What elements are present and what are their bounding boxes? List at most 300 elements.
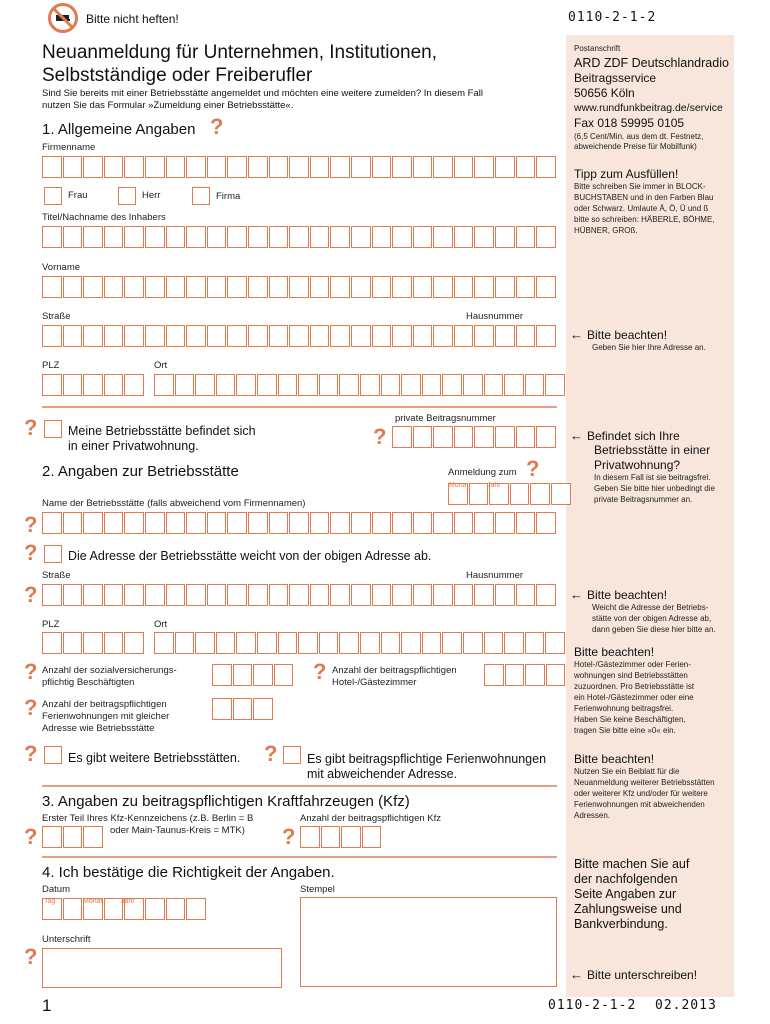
char-box[interactable] [63, 584, 83, 606]
char-box[interactable] [474, 584, 494, 606]
char-box[interactable] [360, 374, 380, 396]
char-box[interactable] [505, 664, 525, 686]
char-box[interactable] [186, 325, 206, 347]
org-city: 50656 Köln [574, 86, 635, 100]
char-box[interactable] [195, 374, 215, 396]
char-box[interactable] [330, 226, 350, 248]
char-box[interactable] [207, 512, 227, 534]
strasse-input[interactable] [42, 325, 557, 347]
char-box[interactable] [166, 512, 186, 534]
char-box[interactable] [536, 325, 556, 347]
char-box[interactable] [330, 512, 350, 534]
char-box[interactable] [42, 156, 62, 178]
char-box[interactable] [495, 156, 515, 178]
hotel-input[interactable] [484, 664, 566, 686]
char-box[interactable] [463, 632, 483, 654]
char-box[interactable] [536, 276, 556, 298]
char-box[interactable] [83, 826, 103, 848]
char-box[interactable] [83, 226, 103, 248]
char-box[interactable] [330, 276, 350, 298]
char-box[interactable] [278, 374, 298, 396]
char-box[interactable] [433, 325, 453, 347]
char-box[interactable] [269, 325, 289, 347]
char-box[interactable] [319, 374, 339, 396]
privatwohnung-checkbox[interactable] [44, 420, 62, 438]
char-box[interactable] [392, 226, 412, 248]
tipp-text-5: HÜBNER, GROß. [574, 226, 638, 235]
char-box[interactable] [330, 584, 350, 606]
char-box[interactable] [42, 632, 62, 654]
char-box[interactable] [104, 325, 124, 347]
char-box[interactable] [372, 226, 392, 248]
char-box[interactable] [536, 426, 556, 448]
char-box[interactable] [233, 698, 253, 720]
herr-checkbox[interactable] [118, 187, 136, 205]
char-box[interactable] [536, 226, 556, 248]
char-box[interactable] [516, 156, 536, 178]
ferien-abweichend-label-2: mit abweichender Adresse. [307, 767, 458, 781]
char-box[interactable] [454, 584, 474, 606]
char-box[interactable] [504, 632, 524, 654]
hotel-label-1: Anzahl der beitragspflichtigen [332, 665, 457, 676]
form-title-line1: Neuanmeldung für Unternehmen, Institutionen, [42, 42, 438, 63]
char-box[interactable] [474, 426, 494, 448]
char-box[interactable] [413, 426, 433, 448]
char-box[interactable] [42, 584, 62, 606]
char-box[interactable] [186, 226, 206, 248]
char-box[interactable] [83, 374, 103, 396]
char-box[interactable] [392, 325, 412, 347]
next-page-note-1: Bitte machen Sie auf [574, 857, 690, 871]
char-box[interactable] [42, 325, 62, 347]
char-box[interactable] [351, 584, 371, 606]
char-box[interactable] [536, 512, 556, 534]
char-box[interactable] [545, 632, 565, 654]
char-box[interactable] [516, 426, 536, 448]
char-box[interactable] [104, 632, 124, 654]
char-box[interactable] [166, 276, 186, 298]
char-box[interactable] [516, 276, 536, 298]
char-box[interactable] [166, 325, 186, 347]
help-icon[interactable]: ? [24, 741, 38, 766]
char-box[interactable] [442, 374, 462, 396]
private-beitragsnummer-input[interactable] [392, 426, 557, 448]
char-box[interactable] [145, 325, 165, 347]
help-icon[interactable]: ? [24, 512, 38, 537]
char-box[interactable] [484, 664, 504, 686]
char-box[interactable] [495, 512, 515, 534]
char-box[interactable] [310, 584, 330, 606]
firmenname-input[interactable] [42, 156, 557, 178]
char-box[interactable] [253, 664, 273, 686]
vorname-input[interactable] [42, 276, 557, 298]
char-box[interactable] [63, 826, 83, 848]
char-box[interactable] [248, 325, 268, 347]
char-box[interactable] [186, 898, 206, 920]
note-address-heading: ← Bitte beachten! [570, 327, 668, 342]
note-hotel-7: tragen Sie bitte eine »0« ein. [574, 726, 676, 735]
char-box[interactable] [278, 632, 298, 654]
char-box[interactable] [248, 226, 268, 248]
help-icon[interactable]: ? [24, 582, 38, 607]
betriebsstaette-name-input[interactable] [42, 512, 557, 534]
char-box[interactable] [433, 156, 453, 178]
char-box[interactable] [42, 512, 62, 534]
char-box[interactable] [310, 226, 330, 248]
char-box[interactable] [341, 826, 361, 848]
char-box[interactable] [454, 426, 474, 448]
char-box[interactable] [536, 156, 556, 178]
char-box[interactable] [207, 584, 227, 606]
char-box[interactable] [330, 325, 350, 347]
char-box[interactable] [236, 632, 256, 654]
char-box[interactable] [372, 276, 392, 298]
char-box[interactable] [269, 226, 289, 248]
ort2-input[interactable] [154, 632, 566, 654]
char-box[interactable] [433, 584, 453, 606]
char-box[interactable] [530, 483, 550, 505]
char-box[interactable] [63, 156, 83, 178]
char-box[interactable] [104, 276, 124, 298]
char-box[interactable] [83, 512, 103, 534]
char-box[interactable] [516, 512, 536, 534]
char-box[interactable] [300, 826, 320, 848]
help-icon[interactable]: ? [24, 944, 38, 969]
char-box[interactable] [474, 512, 494, 534]
char-box[interactable] [454, 325, 474, 347]
help-icon[interactable]: ? [24, 695, 38, 720]
char-box[interactable] [310, 325, 330, 347]
char-box[interactable] [545, 374, 565, 396]
char-box[interactable] [546, 664, 566, 686]
char-box[interactable] [310, 156, 330, 178]
plz-label: PLZ [42, 360, 60, 371]
firma-checkbox[interactable] [192, 187, 210, 205]
char-box[interactable] [401, 374, 421, 396]
char-box[interactable] [495, 276, 515, 298]
char-box[interactable] [175, 632, 195, 654]
char-box[interactable] [257, 374, 277, 396]
char-box[interactable] [525, 664, 545, 686]
help-icon[interactable]: ? [210, 114, 224, 139]
char-box[interactable] [381, 632, 401, 654]
char-box[interactable] [454, 156, 474, 178]
kfz-kennzeichen-input[interactable] [42, 826, 104, 848]
char-box[interactable] [454, 226, 474, 248]
char-box[interactable] [83, 584, 103, 606]
char-box[interactable] [233, 664, 253, 686]
arrow-left-icon: ← [570, 587, 583, 602]
char-box[interactable] [257, 632, 277, 654]
char-box[interactable] [124, 325, 144, 347]
char-box[interactable] [227, 226, 247, 248]
char-box[interactable] [124, 156, 144, 178]
char-box[interactable] [269, 584, 289, 606]
char-box[interactable] [166, 898, 186, 920]
kfz-anzahl-label: Anzahl der beitragspflichtigen Kfz [300, 813, 441, 824]
char-box[interactable] [83, 156, 103, 178]
char-box[interactable] [104, 374, 124, 396]
char-box[interactable] [124, 512, 144, 534]
char-box[interactable] [166, 226, 186, 248]
char-box[interactable] [351, 512, 371, 534]
char-box[interactable] [104, 584, 124, 606]
frau-checkbox[interactable] [44, 187, 62, 205]
monat-sublabel: Monat [449, 482, 469, 489]
char-box[interactable] [516, 325, 536, 347]
char-box[interactable] [495, 426, 515, 448]
char-box[interactable] [207, 276, 227, 298]
section4-title: 4. Ich bestätige die Richtigkeit der Angaben. [42, 864, 335, 881]
char-box[interactable] [104, 226, 124, 248]
char-box[interactable] [413, 584, 433, 606]
char-box[interactable] [212, 664, 232, 686]
char-box[interactable] [274, 664, 294, 686]
char-box[interactable] [525, 632, 545, 654]
char-box[interactable] [63, 374, 83, 396]
char-box[interactable] [248, 156, 268, 178]
char-box[interactable] [216, 374, 236, 396]
divider [42, 406, 557, 408]
char-box[interactable] [289, 584, 309, 606]
char-box[interactable] [381, 374, 401, 396]
char-box[interactable] [253, 698, 273, 720]
char-box[interactable] [339, 374, 359, 396]
char-box[interactable] [495, 226, 515, 248]
char-box[interactable] [104, 156, 124, 178]
char-box[interactable] [516, 584, 536, 606]
help-icon[interactable]: ? [24, 540, 38, 565]
char-box[interactable] [372, 156, 392, 178]
char-box[interactable] [124, 276, 144, 298]
char-box[interactable] [289, 226, 309, 248]
char-box[interactable] [269, 276, 289, 298]
char-box[interactable] [227, 512, 247, 534]
char-box[interactable] [339, 632, 359, 654]
char-box[interactable] [124, 226, 144, 248]
char-box[interactable] [484, 632, 504, 654]
char-box[interactable] [63, 898, 83, 920]
char-box[interactable] [360, 632, 380, 654]
char-box[interactable] [372, 584, 392, 606]
ort-label: Ort [154, 360, 168, 371]
char-box[interactable] [83, 276, 103, 298]
char-box[interactable] [321, 826, 341, 848]
char-box[interactable] [248, 512, 268, 534]
char-box[interactable] [124, 374, 144, 396]
char-box[interactable] [227, 325, 247, 347]
char-box[interactable] [236, 374, 256, 396]
char-box[interactable] [83, 632, 103, 654]
note-attachment-3: oder weiterer Kfz und/oder für weitere [574, 789, 708, 798]
char-box[interactable] [145, 156, 165, 178]
char-box[interactable] [298, 632, 318, 654]
char-box[interactable] [422, 632, 442, 654]
char-box[interactable] [351, 156, 371, 178]
char-box[interactable] [186, 156, 206, 178]
char-box[interactable] [248, 276, 268, 298]
weitere-betriebsstaetten-checkbox[interactable] [44, 746, 62, 764]
char-box[interactable] [392, 584, 412, 606]
titel-nachname-input[interactable] [42, 226, 557, 248]
char-box[interactable] [154, 374, 174, 396]
char-box[interactable] [186, 584, 206, 606]
char-box[interactable] [207, 156, 227, 178]
char-box[interactable] [298, 374, 318, 396]
adresse-abweichend-checkbox[interactable] [44, 545, 62, 563]
char-box[interactable] [372, 325, 392, 347]
char-box[interactable] [413, 512, 433, 534]
char-box[interactable] [392, 426, 412, 448]
char-box[interactable] [351, 325, 371, 347]
intro-text-2: nutzen Sie das Formular »Zumeldung einer Betriebsstätte«. [42, 100, 294, 111]
char-box[interactable] [463, 374, 483, 396]
char-box[interactable] [510, 483, 530, 505]
help-icon[interactable]: ? [264, 741, 278, 766]
char-box[interactable] [175, 374, 195, 396]
char-box[interactable] [289, 512, 309, 534]
char-box[interactable] [319, 632, 339, 654]
char-box[interactable] [63, 512, 83, 534]
char-box[interactable] [216, 632, 236, 654]
char-box[interactable] [269, 512, 289, 534]
char-box[interactable] [145, 584, 165, 606]
char-box[interactable] [124, 632, 144, 654]
note-hotel-5: Ferienwohnung beitragsfrei. [574, 704, 674, 713]
char-box[interactable] [474, 276, 494, 298]
char-box[interactable] [289, 276, 309, 298]
char-box[interactable] [154, 632, 174, 654]
char-box[interactable] [248, 584, 268, 606]
plz-input[interactable] [42, 374, 145, 396]
char-box[interactable] [495, 325, 515, 347]
char-box[interactable] [551, 483, 571, 505]
char-box[interactable] [504, 374, 524, 396]
char-box[interactable] [401, 632, 421, 654]
strasse2-input[interactable] [42, 584, 557, 606]
stempel-field[interactable] [300, 897, 557, 987]
char-box[interactable] [392, 156, 412, 178]
char-box[interactable] [104, 512, 124, 534]
help-icon[interactable]: ? [24, 415, 38, 440]
char-box[interactable] [227, 276, 247, 298]
char-box[interactable] [42, 374, 62, 396]
char-box[interactable] [474, 226, 494, 248]
char-box[interactable] [310, 276, 330, 298]
char-box[interactable] [42, 826, 62, 848]
char-box[interactable] [42, 276, 62, 298]
char-box[interactable] [207, 325, 227, 347]
char-box[interactable] [433, 276, 453, 298]
help-icon[interactable]: ? [373, 424, 387, 449]
char-box[interactable] [227, 584, 247, 606]
char-box[interactable] [474, 156, 494, 178]
char-box[interactable] [166, 156, 186, 178]
char-box[interactable] [145, 898, 165, 920]
char-box[interactable] [63, 226, 83, 248]
service-website: www.rundfunkbeitrag.de/service [574, 102, 723, 114]
char-box[interactable] [413, 276, 433, 298]
arrow-left-icon: ← [570, 967, 583, 982]
note-hotel-1: Hotel-/Gästezimmer oder Ferien- [574, 660, 691, 669]
char-box[interactable] [433, 426, 453, 448]
char-box[interactable] [536, 584, 556, 606]
char-box[interactable] [433, 226, 453, 248]
char-box[interactable] [372, 512, 392, 534]
char-box[interactable] [212, 698, 232, 720]
char-box[interactable] [351, 226, 371, 248]
char-box[interactable] [495, 584, 515, 606]
char-box[interactable] [124, 584, 144, 606]
char-box[interactable] [413, 325, 433, 347]
char-box[interactable] [42, 226, 62, 248]
help-icon[interactable]: ? [24, 659, 38, 684]
char-box[interactable] [289, 325, 309, 347]
char-box[interactable] [433, 512, 453, 534]
char-box[interactable] [454, 512, 474, 534]
char-box[interactable] [330, 156, 350, 178]
sign-note: ← Bitte unterschreiben! [570, 967, 698, 982]
char-box[interactable] [362, 826, 382, 848]
char-box[interactable] [83, 325, 103, 347]
char-box[interactable] [166, 584, 186, 606]
help-icon[interactable]: ? [526, 456, 540, 481]
char-box[interactable] [145, 276, 165, 298]
char-box[interactable] [186, 276, 206, 298]
char-box[interactable] [454, 276, 474, 298]
char-box[interactable] [207, 226, 227, 248]
kfz-anzahl-input[interactable] [300, 826, 382, 848]
char-box[interactable] [63, 276, 83, 298]
char-box[interactable] [413, 156, 433, 178]
char-box[interactable] [227, 156, 247, 178]
char-box[interactable] [63, 632, 83, 654]
char-box[interactable] [289, 156, 309, 178]
sozial-input[interactable] [212, 664, 294, 686]
herr-label: Herr [142, 190, 161, 201]
char-box[interactable] [186, 512, 206, 534]
unterschrift-field[interactable] [42, 948, 282, 988]
ferien-input[interactable] [212, 698, 274, 720]
note-private-text-2: Geben Sie bitte hier unbedingt die [594, 484, 715, 493]
help-icon[interactable]: ? [282, 824, 296, 849]
plz2-input[interactable] [42, 632, 145, 654]
char-box[interactable] [63, 325, 83, 347]
char-box[interactable] [413, 226, 433, 248]
ort-input[interactable] [154, 374, 566, 396]
char-box[interactable] [525, 374, 545, 396]
ferien-label-1: Anzahl der beitragspflichtigen [42, 699, 167, 710]
help-icon[interactable]: ? [313, 659, 327, 684]
char-box[interactable] [484, 374, 504, 396]
char-box[interactable] [145, 226, 165, 248]
char-box[interactable] [469, 483, 489, 505]
note-different-address-2: stätte von der obigen Adresse ab, [592, 614, 712, 623]
char-box[interactable] [474, 325, 494, 347]
char-box[interactable] [269, 156, 289, 178]
char-box[interactable] [310, 512, 330, 534]
char-box[interactable] [195, 632, 215, 654]
char-box[interactable] [392, 276, 412, 298]
char-box[interactable] [442, 632, 462, 654]
help-icon[interactable]: ? [24, 824, 38, 849]
char-box[interactable] [516, 226, 536, 248]
ferien-abweichend-checkbox[interactable] [283, 746, 301, 764]
char-box[interactable] [145, 512, 165, 534]
char-box[interactable] [392, 512, 412, 534]
char-box[interactable] [422, 374, 442, 396]
char-box[interactable] [351, 276, 371, 298]
